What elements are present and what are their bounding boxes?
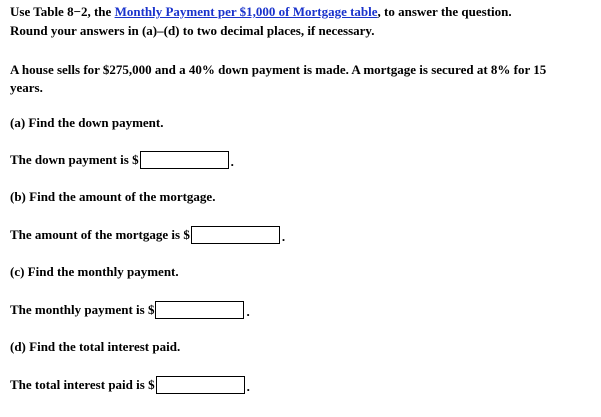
rounding-instructions: Round your answers in (a)–(d) to two decimal places, if necessary. (10, 23, 375, 38)
mortgage-amount-input[interactable] (191, 226, 280, 244)
instructions-suffix: , to answer the question. (377, 4, 512, 19)
question-c: (c) Find the monthly payment. (10, 264, 179, 279)
answer-period-a: . (230, 154, 234, 169)
question-a: (a) Find the down payment. (10, 115, 164, 130)
problem-statement-line-2: years. (10, 80, 43, 95)
answer-label-b: The amount of the mortgage is $ (10, 227, 190, 242)
question-d: (d) Find the total interest paid. (10, 339, 181, 354)
answer-period-b: . (281, 229, 286, 244)
down-payment-input[interactable] (140, 151, 229, 169)
answer-label-d: The total interest paid is $ (10, 377, 155, 392)
answer-row-b (10, 224, 285, 246)
answer-period-d: . (246, 379, 250, 394)
monthly-payment-input[interactable] (155, 301, 244, 319)
instructions-line (10, 4, 512, 20)
problem-statement-line-1: A house sells for $275,000 and a 40% down payment is made. A mortgage is secured at 8% for 15 (10, 62, 547, 77)
mortgage-table-link[interactable]: Monthly Payment per $1,000 of Mortgage table (114, 4, 378, 19)
answer-row-a (10, 149, 234, 171)
answer-period-c: . (246, 304, 250, 319)
question-b: (b) Find the amount of the mortgage. (10, 189, 216, 204)
answer-label-a: The down payment is $ (10, 152, 139, 167)
answer-label-c: The monthly payment is $ (10, 302, 155, 317)
total-interest-input[interactable] (156, 376, 245, 394)
instructions-prefix: Use Table 8−2, the (10, 4, 115, 19)
answer-row-d (10, 374, 250, 396)
answer-row-c (10, 299, 250, 321)
